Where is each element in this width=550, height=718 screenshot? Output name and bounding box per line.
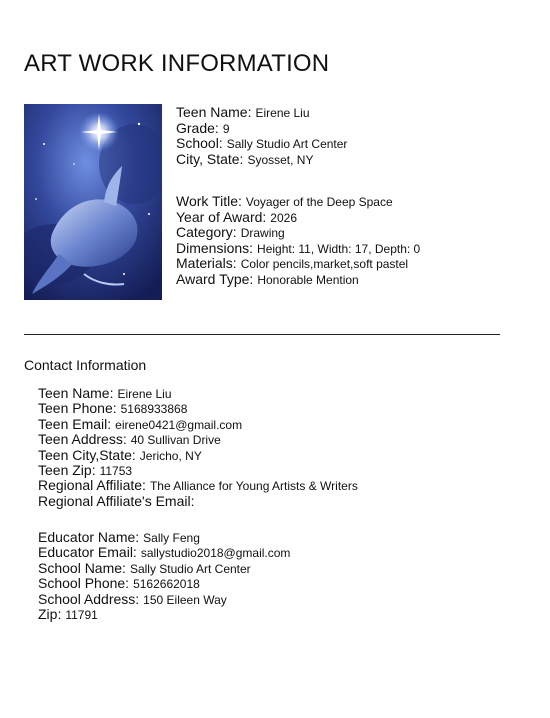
field-label: Year of Award: <box>176 208 267 225</box>
field-value: 2026 <box>270 210 297 225</box>
award-type-row <box>176 272 420 288</box>
artwork-image <box>24 104 162 300</box>
field-value: Height: 11, Width: 17, Depth: 0 <box>257 241 421 256</box>
educator-name-row <box>38 530 290 545</box>
field-label: Dimensions: <box>176 239 254 256</box>
school-phone-row <box>38 576 290 591</box>
regional-affiliate-email-row <box>38 494 358 509</box>
field-label: Regional Affiliate: <box>38 477 146 494</box>
school-name-row <box>38 561 290 576</box>
field-value: 150 Eileen Way <box>143 592 227 607</box>
section-divider <box>24 334 500 335</box>
city-state-row <box>176 152 347 168</box>
field-value: Syosset, NY <box>247 152 314 167</box>
regional-affiliate-row <box>38 478 358 493</box>
field-label: School: <box>176 135 223 152</box>
field-value: Color pencils,market,soft pastel <box>240 257 409 272</box>
field-label: Teen Email: <box>38 415 112 432</box>
field-label: Grade: <box>176 119 219 136</box>
field-label: School Phone: <box>38 575 130 592</box>
field-label: Regional Affiliate's Email: <box>38 492 195 509</box>
field-label: City, State: <box>176 150 244 167</box>
grade-row <box>176 121 347 137</box>
field-value: Sally Feng <box>143 531 200 545</box>
educator-email-row <box>38 545 290 560</box>
teen-city-state-row <box>38 448 358 463</box>
field-value: 5168933868 <box>120 402 188 417</box>
field-value: The Alliance for Young Artists & Writers <box>149 479 358 494</box>
field-label: Educator Email: <box>38 544 137 561</box>
work-title-row <box>176 194 420 210</box>
field-value: Voyager of the Deep Space <box>245 195 393 209</box>
page-title: ART WORK INFORMATION <box>24 50 330 77</box>
field-value: 5162662018 <box>133 577 200 592</box>
work-info-block <box>176 194 420 288</box>
zip-row <box>38 607 290 622</box>
field-value: Sally Studio Art Center <box>226 137 348 152</box>
field-label: School Name: <box>38 559 126 576</box>
field-value: Eirene Liu <box>117 387 172 401</box>
teen-contact-block <box>38 386 358 509</box>
field-value: eirene0421@gmail.com <box>115 417 243 432</box>
teen-name-row <box>38 386 358 401</box>
school-address-row <box>38 592 290 607</box>
field-label: Work Title: <box>176 193 242 209</box>
contact-heading: Contact Information <box>24 357 147 373</box>
field-label: Teen Name: <box>176 104 252 120</box>
dimensions-row <box>176 241 420 257</box>
field-value: Honorable Mention <box>257 272 359 287</box>
category-row <box>176 225 420 241</box>
teen-email-row <box>38 417 358 432</box>
materials-row <box>176 256 420 272</box>
field-label: Teen City,State: <box>38 446 136 463</box>
teen-phone-row <box>38 401 358 416</box>
field-label: Materials: <box>176 255 237 272</box>
field-value: 11753 <box>99 463 133 478</box>
field-label: Award Type: <box>176 270 254 287</box>
field-value: Drawing <box>240 226 285 241</box>
field-label: Zip: <box>38 605 62 622</box>
field-label: Teen Zip: <box>38 461 96 478</box>
field-value: Eirene Liu <box>255 106 310 120</box>
school-row <box>176 136 347 152</box>
teen-address-row <box>38 432 358 447</box>
field-value: Sally Studio Art Center <box>129 561 251 576</box>
field-label: Teen Address: <box>38 431 127 448</box>
field-value: sallystudio2018@gmail.com <box>140 546 291 561</box>
field-label: Teen Phone: <box>38 400 117 417</box>
year-of-award-row <box>176 210 420 226</box>
teen-name-row <box>176 105 347 121</box>
field-label: School Address: <box>38 590 140 607</box>
field-label: Teen Name: <box>38 385 114 401</box>
field-value: 11791 <box>65 607 98 622</box>
field-value: 9 <box>222 121 230 136</box>
teen-info-block <box>176 105 347 167</box>
field-value: 40 Sullivan Drive <box>130 433 221 448</box>
field-label: Educator Name: <box>38 529 140 545</box>
teen-zip-row <box>38 463 358 478</box>
field-label: Category: <box>176 224 237 241</box>
field-value: Jericho, NY <box>139 448 202 463</box>
educator-contact-block <box>38 530 290 622</box>
